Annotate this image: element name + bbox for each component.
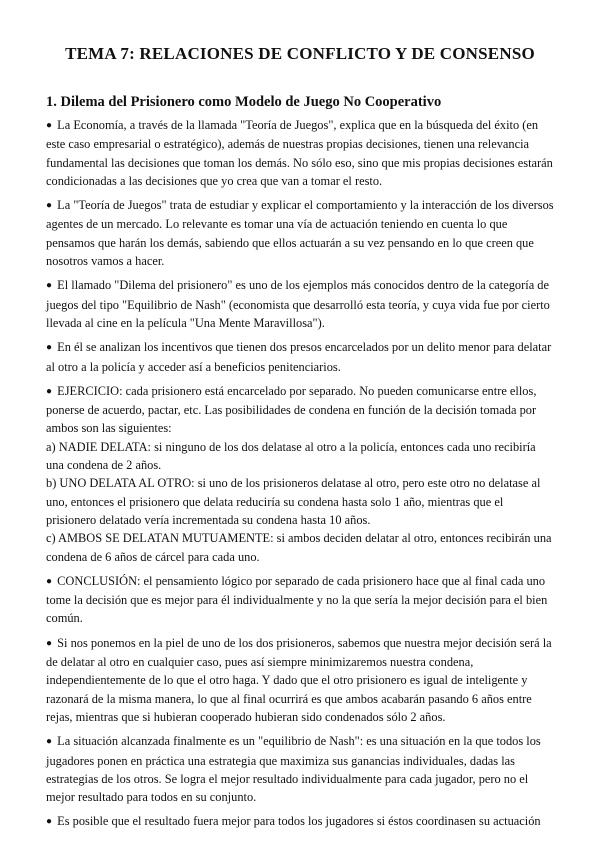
bullet-icon: ●: [46, 120, 53, 131]
bullet-icon: ●: [46, 637, 53, 649]
bullet-icon: ●: [46, 736, 53, 748]
paragraph-economia: ● La Economía, a través de la llamada "Teoría de Juegos", explica que en la búsqueda del éxito (en este caso empresarial o estratégico), además de nuestras propias decisiones, tienen una relevancia fundamental las decisiones que toman los demás. No sólo eso, sino que mis propias decisiones estarán condicionadas a las decisiones que yo crea que van a tomar el resto.: [46, 118, 553, 188]
bullet-icon: ●: [46, 342, 53, 354]
exercise-block: [46, 382, 554, 566]
bullet-icon: ●: [46, 200, 53, 212]
paragraph-equilibrio-nash: ● La situación alcanzada finalmente es un "equilibrio de Nash": es una situación en la que todos los jugadores ponen en práctica una estrategia que maximiza sus ganancias individuales, dadas las estrategias de los otros. Se logra el mejor resultado individualmente para cada jugador, pero no el mejor resultado para todos en su conjunto.: [46, 734, 541, 805]
bullet-icon: ●: [46, 280, 53, 292]
paragraph-coordinacion: ● Es posible que el resultado fuera mejor para todos los jugadores si éstos coordinasen su actuación: [46, 814, 541, 829]
paragraph-teoria-juegos: ● La "Teoría de Juegos" trata de estudiar y explicar el comportamiento y la interacción de los diversos agentes de un mercado. Lo relevante es tomar una vía de actuación teniendo en cuenta lo que pensamos que harán los demás, sabiendo que ellos actuarán a su vez pensando en lo que creen que nosotros vamos a hacer.: [46, 198, 554, 269]
paragraph-dilema: ● El llamado "Dilema del prisionero" es uno de los ejemplos más conocidos dentro de la categoría de juegos del tipo "Equilibrio de Nash" (economista que desarrolló esta teoría, y cuya vida fue por cierto llevada al cine en la película "Una Mente Maravillosa").: [46, 278, 550, 330]
paragraph-ejercicio: ● EJERCICIO: cada prisionero está encarcelado por separado. No pueden comunicarse entre ellos, ponerse de acuerdo, pactar, etc. Las posibilidades de condena en función de la decisión tomada por ambos son las siguientes:: [46, 383, 537, 436]
option-c: c) AMBOS SE DELATAN MUTUAMENTE: si ambos deciden delatar al otro, entonces recibirán una condena de 6 años de cárcel para cada uno.: [46, 531, 552, 564]
bullet-icon: ●: [46, 575, 53, 587]
option-b: b) UNO DELATA AL OTRO: si uno de los prisioneros delatase al otro, pero este otro no delatase al uno, entonces el prisionero que delata reduciría su condena hasta solo 1 año, mientras que el prisionero delatado vería incrementada su condena hasta 10 años.: [46, 476, 541, 527]
paragraph-conclusion: ● CONCLUSIÓN: el pensamiento lógico por separado de cada prisionero hace que al final cada uno tome la decisión que es mejor para él individualmente y no la que sería la mejor decisión para el bien común.: [46, 573, 548, 626]
section-heading: 1. Dilema del Prisionero como Modelo de Juego No Cooperativo: [46, 94, 442, 110]
paragraph-incentivos: ● En él se analizan los incentivos que tienen dos presos encarcelados por un delito menor para delatar al otro a la policía y acceder así a beneficios penitenciarios.: [46, 340, 552, 374]
page-title: TEMA 7: RELACIONES DE CONFLICTO Y DE CONSENSO: [65, 44, 535, 63]
option-a: a) NADIE DELATA: si ninguno de los dos delatase al otro a la policía, entonces cada uno recibiría una condena de 2 años.: [46, 439, 536, 473]
bullet-icon: ●: [46, 385, 53, 397]
bullet-icon: ●: [46, 816, 53, 828]
paragraph-piel-prisionero: ● Si nos ponemos en la piel de uno de los dos prisioneros, sabemos que nuestra mejor decisión será la de delatar al otro en cualquier caso, pues así siempre minimizaremos nuestra condena, independientemente de lo que el otro haga. Y dado que el otro prisionero es igual de inteligente y razonará de la misma manera, lo que al final ocurrirá es que ambos acabarán pasando 6 años entre rejas, mientras que si hubieran cooperado hubieran sido condenados sólo 2 años.: [46, 635, 552, 724]
